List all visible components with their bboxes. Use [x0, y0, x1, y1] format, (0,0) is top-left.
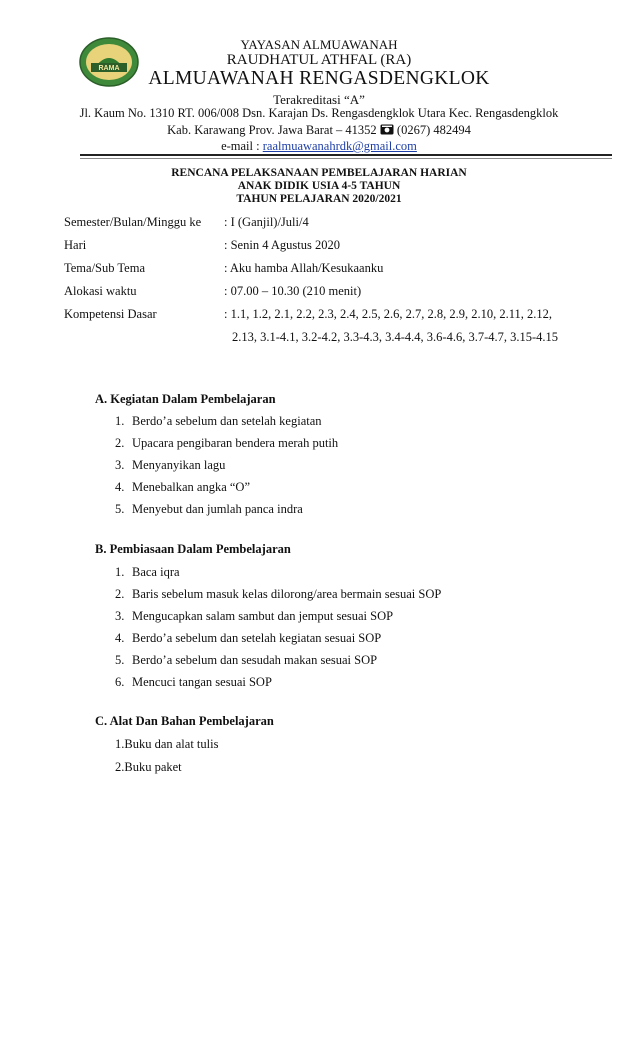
list-item: 3. Mengucapkan salam sambut dan jemput sesuai SOP	[115, 609, 394, 623]
list-item: 1. Berdo’a sebelum dan setelah kegiatan	[115, 414, 322, 428]
list-item: 2. Baris sebelum masuk kelas dilorong/area bermain sesuai SOP	[115, 587, 442, 601]
section-b-title: B. Pembiasaan Dalam Pembelajaran	[95, 542, 291, 556]
address-line-1: Jl. Kaum No. 1310 RT. 006/008 Dsn. Karajan Ds. Rengasdengklok Utara Kec. Rengasdengklok	[79, 106, 559, 120]
doc-title-line-2: ANAK DIDIK USIA 4-5 TAHUN	[237, 180, 401, 192]
address-city: Kab. Karawang Prov. Jawa Barat – 41352	[167, 123, 377, 137]
info-label-time: Alokasi waktu	[64, 284, 137, 298]
list-item: 6. Mencuci tangan sesuai SOP	[115, 675, 272, 689]
foundation-name: YAYASAN ALMUAWANAH	[240, 37, 398, 52]
email-line	[0, 139, 638, 154]
info-value-semester: : I (Ganjil)/Juli/4	[224, 215, 309, 229]
address-line-2	[0, 123, 638, 138]
header-divider-thin	[80, 158, 612, 159]
accreditation: Terakreditasi “A”	[273, 92, 365, 107]
info-value-time: : 07.00 – 10.30 (210 menit)	[224, 284, 362, 298]
doc-title-line-3: TAHUN PELAJARAN 2020/2021	[236, 193, 402, 205]
email-link[interactable]: raalmuawanahrdk@gmail.com	[262, 139, 417, 153]
doc-title-line-1: RENCANA PELAKSANAAN PEMBELAJARAN HARIAN	[171, 167, 467, 179]
info-value-competency: : 1.1, 1.2, 2.1, 2.2, 2.3, 2.4, 2.5, 2.6, 2.7, 2.8, 2.9, 2.10, 2.11, 2.12,	[224, 307, 553, 321]
list-item: 5. Berdo’a sebelum dan sesudah makan sesuai SOP	[115, 653, 378, 667]
email-label: e-mail :	[221, 139, 260, 153]
info-label-competency: Kompetensi Dasar	[64, 307, 157, 321]
list-item: 2.Buku paket	[115, 760, 182, 774]
telephone-icon	[380, 124, 394, 135]
list-item: 4. Menebalkan angka “O”	[115, 480, 250, 494]
header-divider	[80, 154, 612, 156]
info-value-theme: : Aku hamba Allah/Kesukaanku	[224, 261, 384, 275]
info-label-semester: Semester/Bulan/Minggu ke	[64, 215, 202, 229]
info-label-theme: Tema/Sub Tema	[64, 261, 145, 275]
phone-number: (0267) 482494	[396, 123, 471, 137]
info-value-competency-cont: 2.13, 3.1-4.1, 3.2-4.2, 3.3-4.3, 3.4-4.4, 3.6-4.6, 3.7-4.7, 3.15-4.15	[232, 330, 559, 344]
info-value-day: : Senin 4 Agustus 2020	[224, 238, 340, 252]
info-label-day: Hari	[64, 238, 87, 252]
list-item: 1.Buku dan alat tulis	[115, 737, 219, 751]
logo-text: RAMA	[98, 65, 120, 72]
section-c-title: C. Alat Dan Bahan Pembelajaran	[95, 714, 274, 728]
list-item: 1. Baca iqra	[115, 565, 180, 579]
list-item: 2. Upacara pengibaran bendera merah putih	[115, 436, 339, 450]
list-item: 5. Menyebut dan jumlah panca indra	[115, 502, 303, 516]
list-item: 3. Menyanyikan lagu	[115, 458, 226, 472]
school-name: ALMUAWANAH RENGASDENGKLOK	[148, 68, 490, 89]
school-type: RAUDHATUL ATHFAL (RA)	[226, 52, 412, 68]
list-item: 4. Berdo’a sebelum dan setelah kegiatan sesuai SOP	[115, 631, 382, 645]
section-a-title: A. Kegiatan Dalam Pembelajaran	[95, 392, 276, 406]
